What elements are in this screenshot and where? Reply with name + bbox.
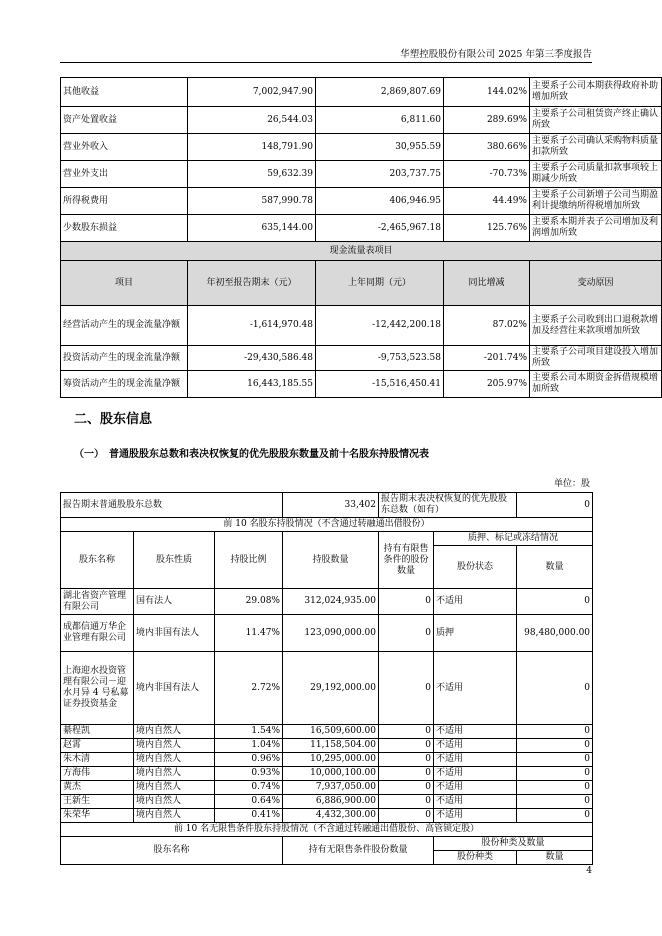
- header-divider: [60, 62, 592, 63]
- income-cashflow-table: [60, 77, 662, 398]
- income-reason: 主要系子公司确认采购物料质量扣款所致: [530, 134, 662, 161]
- shareholder-restricted: 0: [379, 589, 434, 615]
- shareholder-count: 0: [517, 795, 593, 809]
- shareholder-count: 0: [517, 739, 593, 753]
- shareholder-restricted: 0: [379, 753, 434, 767]
- income-row: [61, 161, 662, 188]
- pref-holders-value: 0: [517, 493, 593, 518]
- shareholder-name: 赵霄: [61, 739, 134, 753]
- income-change: 125.76%: [444, 215, 530, 242]
- shareholder-count: 0: [517, 589, 593, 615]
- cashflow-reason: 主要系子公司项目建设投入增加所致: [530, 346, 662, 371]
- income-prior: 406,946.95: [316, 188, 444, 215]
- header-name: 股东名称: [61, 532, 134, 589]
- income-item: 资产处置收益: [61, 107, 188, 134]
- shareholder-count: 0: [517, 781, 593, 795]
- pref-holders-label: 报告期末表决权恢复的优先股股东总数（如有）: [379, 493, 517, 518]
- shareholder-qty: 10,295,000.00: [283, 753, 379, 767]
- shareholder-ratio: 0.96%: [215, 753, 283, 767]
- income-current: 26,544.03: [188, 107, 316, 134]
- shareholder-row: [61, 589, 593, 615]
- shareholder-nature: 境内自然人: [134, 795, 215, 809]
- shareholder-row: [61, 809, 593, 823]
- shareholder-nature: 境内自然人: [134, 767, 215, 781]
- cashflow-header-current: 年初至报告期末（元）: [188, 261, 316, 306]
- unrestricted-header-qty: 持有无限售条件股份数量: [283, 837, 434, 865]
- unrestricted-header-name: 股东名称: [61, 837, 283, 865]
- shareholder-nature: 境内自然人: [134, 809, 215, 823]
- income-reason: 主要系子公司租赁资产终止确认所致: [530, 107, 662, 134]
- shareholder-nature: 境内非国有法人: [134, 615, 215, 652]
- shareholder-nature: 境内自然人: [134, 753, 215, 767]
- header-pledge: 质押、标记或冻结情况: [434, 532, 593, 546]
- income-prior: 203,737.75: [316, 161, 444, 188]
- shareholder-qty: 7,937,050.00: [283, 781, 379, 795]
- shareholder-ratio: 29.08%: [215, 589, 283, 615]
- sub-title: （一） 普通股股东总数和表决权恢复的优先股股东数量及前十名股东持股情况表: [74, 449, 429, 460]
- cashflow-row: [61, 346, 662, 371]
- shareholder-count: 0: [517, 753, 593, 767]
- income-change: 44.49%: [444, 188, 530, 215]
- shareholder-row: [61, 739, 593, 753]
- income-item: 少数股东损益: [61, 215, 188, 242]
- cashflow-header-prior: 上年同期（元）: [316, 261, 444, 306]
- shareholder-row: [61, 615, 593, 652]
- shareholder-name: 綦程凯: [61, 725, 134, 739]
- shareholder-row: [61, 753, 593, 767]
- unrestricted-header-kind-qty: 股份种类及数量: [434, 837, 593, 851]
- header-restricted: 持有有限售条件的股份数量: [379, 532, 434, 589]
- unit-label: 单位：股: [553, 479, 590, 489]
- cashflow-row: [61, 371, 662, 398]
- income-prior: 6,811.60: [316, 107, 444, 134]
- income-reason: 主要系本期并表子公司增加及利润增加所致: [530, 215, 662, 242]
- unrestricted-header-count: 数量: [517, 851, 593, 865]
- shareholder-status: 不适用: [434, 589, 517, 615]
- header-nature: 股东性质: [134, 532, 215, 589]
- income-prior: 2,869,807.69: [316, 78, 444, 107]
- income-reason: 主要系子公司新增子公司当期盈利计提缴纳所得税增加所致: [530, 188, 662, 215]
- shareholder-status: 不适用: [434, 739, 517, 753]
- shareholder-status: 不适用: [434, 795, 517, 809]
- unrestricted-title: 前 10 名无限售条件股东持股情况（不含通过转融通出借股份、高管锁定股）: [61, 823, 593, 837]
- income-item: 营业外支出: [61, 161, 188, 188]
- header-qty: 持股数量: [283, 532, 379, 589]
- income-reason: 主要系子公司本期获得政府补助增加所致: [530, 78, 662, 107]
- income-item: 所得税费用: [61, 188, 188, 215]
- shareholder-status: 不适用: [434, 725, 517, 739]
- cashflow-prior: -15,516,450.41: [316, 371, 444, 398]
- cashflow-prior: -9,753,523.58: [316, 346, 444, 371]
- income-row: [61, 107, 662, 134]
- cashflow-item: 筹资活动产生的现金流量净额: [61, 371, 188, 398]
- income-row: [61, 188, 662, 215]
- header-ratio: 持股比例: [215, 532, 283, 589]
- cashflow-reason: 主要系公司本期资金拆借规模增加所致: [530, 371, 662, 398]
- shareholder-status: 不适用: [434, 767, 517, 781]
- income-current: 7,002,947.90: [188, 78, 316, 107]
- shareholder-nature: 境内自然人: [134, 739, 215, 753]
- header-count: 数量: [517, 546, 593, 589]
- cashflow-header-reason: 变动原因: [530, 261, 662, 306]
- shareholder-qty: 11,158,504.00: [283, 739, 379, 753]
- cashflow-item: 投资活动产生的现金流量净额: [61, 346, 188, 371]
- income-change: 144.02%: [444, 78, 530, 107]
- cashflow-row: [61, 306, 662, 346]
- income-current: 148,791.90: [188, 134, 316, 161]
- shareholder-qty: 312,024,935.00: [283, 589, 379, 615]
- shareholder-qty: 4,432,300.00: [283, 809, 379, 823]
- shareholder-count: 0: [517, 809, 593, 823]
- shareholder-name: 黄杰: [61, 781, 134, 795]
- unrestricted-header-kind: 股份种类: [434, 851, 517, 865]
- income-current: 59,632.39: [188, 161, 316, 188]
- section-title: 二、股东信息: [74, 412, 153, 427]
- cashflow-header-item: 项目: [61, 261, 188, 306]
- shareholder-nature: 境内自然人: [134, 781, 215, 795]
- shareholder-name: 朱木清: [61, 753, 134, 767]
- income-prior: -2,465,967.18: [316, 215, 444, 242]
- income-row: [61, 215, 662, 242]
- cashflow-current: -1,614,970.48: [188, 306, 316, 346]
- income-reason: 主要系子公司质量扣款事项较上期减少所致: [530, 161, 662, 188]
- cashflow-reason: 主要系子公司收到出口退税款增加及经营往来款项增加所致: [530, 306, 662, 346]
- shareholder-restricted: 0: [379, 652, 434, 725]
- income-change: 380.66%: [444, 134, 530, 161]
- shareholder-row: [61, 795, 593, 809]
- income-item: 其他收益: [61, 78, 188, 107]
- income-item: 营业外收入: [61, 134, 188, 161]
- shareholder-name: 成都信通万华企业管理有限公司: [61, 615, 134, 652]
- income-prior: 30,955.59: [316, 134, 444, 161]
- shareholder-status: 不适用: [434, 652, 517, 725]
- shareholder-name: 湖北省资产管理有限公司: [61, 589, 134, 615]
- shareholder-ratio: 1.04%: [215, 739, 283, 753]
- page-header: 华塑控股股份有限公司 2025 年第三季度报告: [400, 49, 592, 60]
- shareholder-count: 0: [517, 767, 593, 781]
- shareholder-restricted: 0: [379, 809, 434, 823]
- shareholder-name: 上海迎水投资管理有限公司－迎水月异 4 号私募证券投资基金: [61, 652, 134, 725]
- income-row: [61, 78, 662, 107]
- income-change: -70.73%: [444, 161, 530, 188]
- cashflow-change: -201.74%: [444, 346, 530, 371]
- shareholder-row: [61, 781, 593, 795]
- shareholder-restricted: 0: [379, 725, 434, 739]
- shareholder-ratio: 2.72%: [215, 652, 283, 725]
- shareholder-nature: 境内非国有法人: [134, 652, 215, 725]
- shareholder-restricted: 0: [379, 739, 434, 753]
- shareholder-ratio: 0.41%: [215, 809, 283, 823]
- shareholder-status: 不适用: [434, 781, 517, 795]
- shareholder-row: [61, 652, 593, 725]
- shareholder-qty: 29,192,000.00: [283, 652, 379, 725]
- shareholder-name: 朱荣华: [61, 809, 134, 823]
- cashflow-header-change: 同比增减: [444, 261, 530, 306]
- shareholder-qty: 123,090,000.00: [283, 615, 379, 652]
- shareholder-status: 不适用: [434, 753, 517, 767]
- shareholder-count: 98,480,000.00: [517, 615, 593, 652]
- shareholder-row: [61, 767, 593, 781]
- shareholder-nature: 境内自然人: [134, 725, 215, 739]
- shareholder-ratio: 0.74%: [215, 781, 283, 795]
- cashflow-prior: -12,442,200.18: [316, 306, 444, 346]
- cashflow-current: -29,430,586.48: [188, 346, 316, 371]
- top10-title: 前 10 名股东持股情况（不含通过转融通出借股份）: [61, 518, 593, 532]
- header-status: 股份状态: [434, 546, 517, 589]
- page-number: 4: [586, 866, 592, 876]
- shareholder-count: 0: [517, 725, 593, 739]
- shareholder-qty: 16,509,600.00: [283, 725, 379, 739]
- income-row: [61, 134, 662, 161]
- shareholder-name: 王新生: [61, 795, 134, 809]
- income-current: 587,990.78: [188, 188, 316, 215]
- income-change: 289.69%: [444, 107, 530, 134]
- shareholder-ratio: 11.47%: [215, 615, 283, 652]
- shareholder-qty: 6,886,900.00: [283, 795, 379, 809]
- shareholder-restricted: 0: [379, 767, 434, 781]
- cashflow-current: 16,443,185.55: [188, 371, 316, 398]
- shareholder-restricted: 0: [379, 795, 434, 809]
- shareholder-status: 质押: [434, 615, 517, 652]
- cashflow-item: 经营活动产生的现金流量净额: [61, 306, 188, 346]
- shareholder-table: [60, 492, 593, 865]
- shareholder-restricted: 0: [379, 615, 434, 652]
- shareholder-ratio: 0.64%: [215, 795, 283, 809]
- cashflow-title: 现金流量表项目: [61, 242, 662, 261]
- shareholder-count: 0: [517, 652, 593, 725]
- total-holders-value: 33,402: [283, 493, 379, 518]
- shareholder-nature: 国有法人: [134, 589, 215, 615]
- shareholder-ratio: 1.54%: [215, 725, 283, 739]
- shareholder-row: [61, 725, 593, 739]
- shareholder-restricted: 0: [379, 781, 434, 795]
- income-current: 635,144.00: [188, 215, 316, 242]
- total-holders-label: 报告期末普通股股东总数: [61, 493, 283, 518]
- shareholder-qty: 10,000,100.00: [283, 767, 379, 781]
- cashflow-change: 87.02%: [444, 306, 530, 346]
- cashflow-change: 205.97%: [444, 371, 530, 398]
- shareholder-ratio: 0.93%: [215, 767, 283, 781]
- shareholder-status: 不适用: [434, 809, 517, 823]
- shareholder-name: 方海伟: [61, 767, 134, 781]
